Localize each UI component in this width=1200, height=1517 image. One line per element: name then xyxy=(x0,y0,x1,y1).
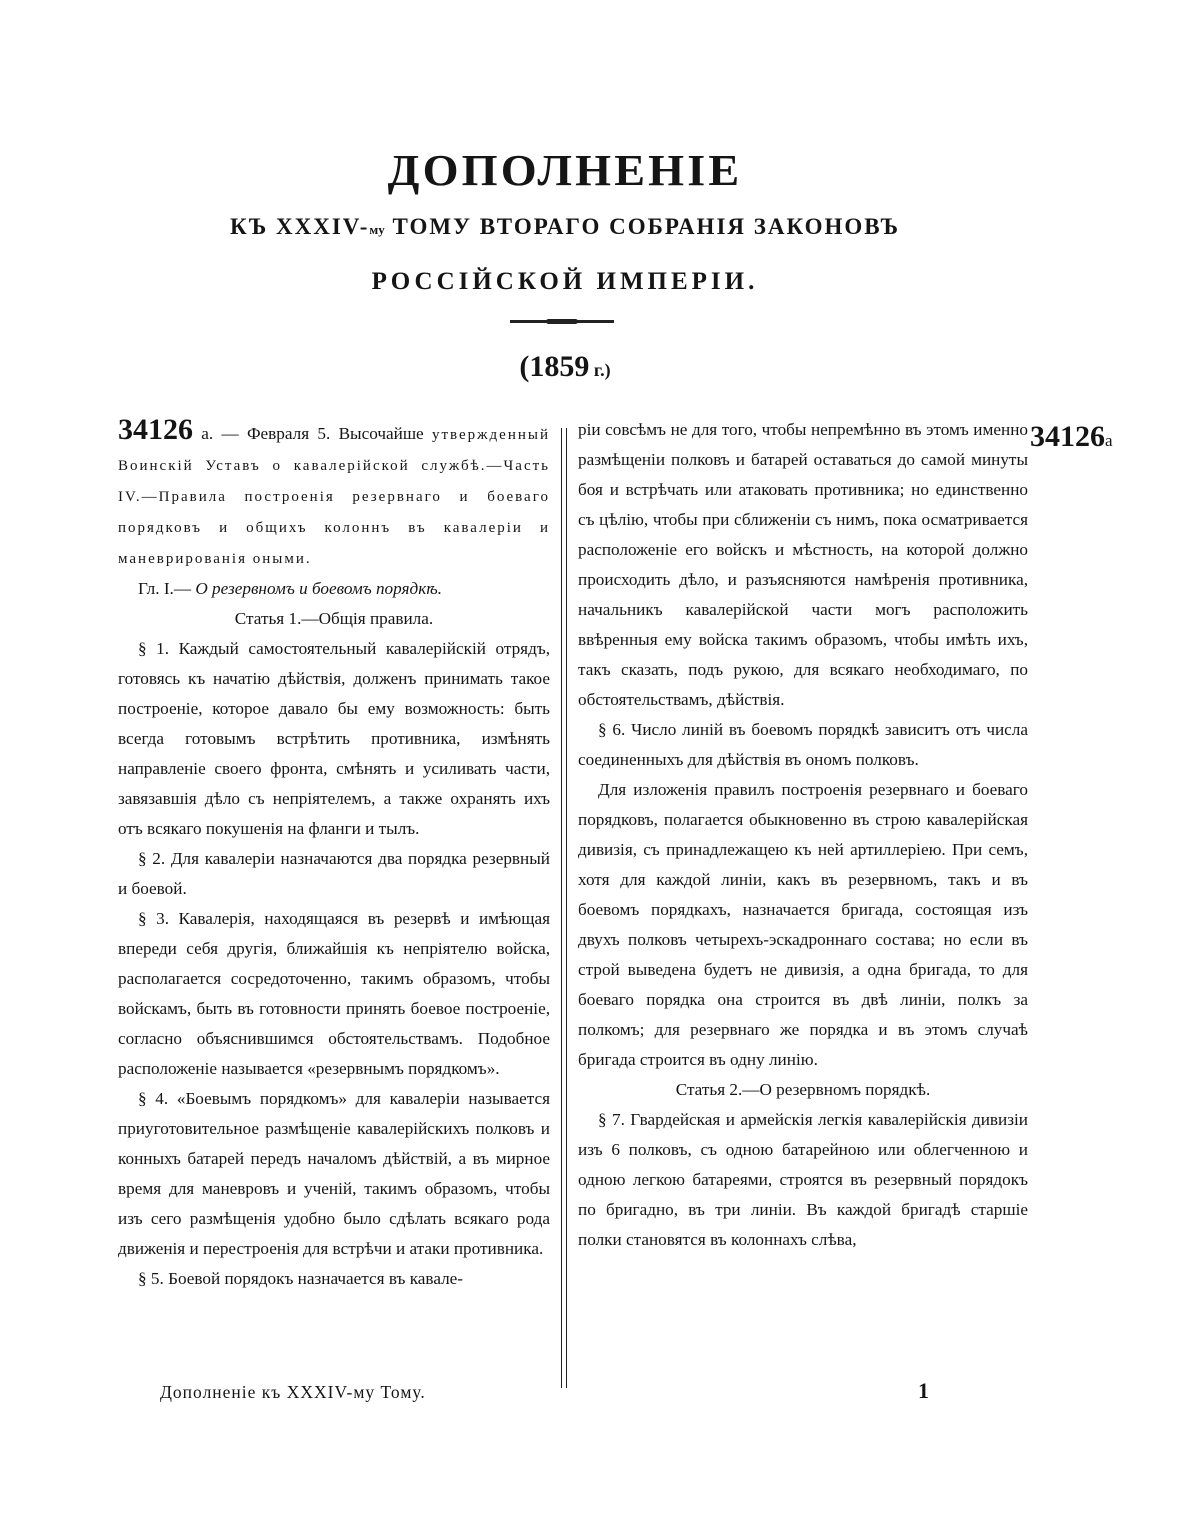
chapter-title: О резервномъ и боевомъ порядкѣ. xyxy=(195,579,443,598)
article-heading-2: Статья 2.—О резервномъ порядкѣ. xyxy=(675,1080,931,1099)
right-column xyxy=(578,415,1028,1255)
page-title: ДОПОЛНЕНІЕ xyxy=(387,146,743,195)
subtitle-post: ТОМУ ВТОРАГО СОБРАНІЯ ЗАКОНОВЪ xyxy=(384,214,900,239)
year-heading xyxy=(0,350,1130,384)
entry-lead: а. — Февраля 5. Высочайше xyxy=(193,424,424,443)
year-suffix: г.) xyxy=(589,360,611,380)
margin-entry-number xyxy=(1030,420,1113,454)
subtitle-small: му xyxy=(369,222,385,237)
paragraph-3: § 3. Кавалерія, находящаяся въ резервѣ и имѣющая впереди себя другія, ближайшія къ непріятелю войска, располагается сосредоточенно, такимъ образомъ, чтобы войскамъ, быть въ готовности принять боевое построеніе, согласно объяснившимся обстоятельствамъ. Подобное расположеніе называется «резервнымъ порядкомъ». xyxy=(118,909,550,1078)
article-heading-1: Статья 1.—Общія правила. xyxy=(234,609,434,628)
paragraph-5-continued: ріи совсѣмъ не для того, чтобы непремѣнно въ этомъ именно размѣщеніи полковъ и батарей оставаться до самой минуты боя и встрѣчать или атаковать противника; но единственно съ цѣлію, чтобы при сближеніи съ нимъ, пока осматривается расположеніе его войскъ и мѣстность, на которой должно происходить дѣло, и разъясняются намѣренія противника, начальникъ кавалерійской части могъ расположить ввѣренныя ему войска такимъ образомъ, чтобы имѣть ихъ, такъ сказать, подъ рукою, для всякаго необходимаго, по обстоятельствамъ, дѣйствія. xyxy=(578,420,1028,709)
chapter-label: Гл. I.— xyxy=(138,579,192,598)
paragraph-6: § 6. Число линій въ боевомъ порядкѣ зависитъ отъ числа соединенныхъ для дѣйствія въ ономъ полковъ. xyxy=(578,720,1028,769)
paragraph-5: § 5. Боевой порядокъ назначается въ кавале- xyxy=(138,1269,464,1288)
paragraph-4: § 4. «Боевымъ порядкомъ» для кавалеріи называется приуготовительное размѣщеніе кавалерійскихъ полковъ и конныхъ батарей передъ началомъ дѣйствій, а въ мирное время для маневровъ и ученій, такимъ образомъ, чтобы изъ сего размѣщенія удобно было сдѣлать всякаго рода движенія и перестроенія для встрѣчи и атаки противника. xyxy=(118,1089,550,1258)
subtitle-pre: КЪ XXXIV- xyxy=(230,214,370,239)
paragraph-2: § 2. Для кавалеріи назначаются два порядка резервный и боевой. xyxy=(118,849,550,898)
paragraph-6-text: Для изложенія правилъ построенія резервнаго и боеваго порядковъ, полагается обыкновенно въ строю кавалерійская дивизія, съ принадлежащею къ ней артиллеріею. При семъ, хотя для каждой линіи, какъ въ резервномъ, такъ и въ боевомъ порядкахъ, назначается бригада, состоящая изъ двухъ полковъ четырехъ-эскадроннаго состава; но если въ строй выведена будетъ не дивизія, а одна бригада, то для боеваго порядка она строится въ двѣ линіи, полкъ за полкомъ; для резервнаго же порядка и въ этомъ случаѣ бригада строится въ одну линію. xyxy=(578,780,1028,1069)
footer-signature: Дополненіе къ XXXIV-му Тому. xyxy=(160,1382,426,1402)
entry-number: 34126 xyxy=(118,413,193,446)
year-number: (1859 xyxy=(519,350,590,383)
margin-number: 34126 xyxy=(1030,420,1105,453)
title-divider xyxy=(510,320,614,323)
page-subtitle xyxy=(0,214,1130,240)
paragraph-1: § 1. Каждый самостоятельный кавалерійскій отрядъ, готовясь къ начатію дѣйствія, долженъ принимать такое построеніе, которое давало бы ему возможность: быть всегда готовымъ встрѣтить противника, измѣнять направленіе своего фронта, смѣнять и усиливать части, завязавшія дѣло съ непріятелемъ, а также охранять ихъ отъ всякаго покушенія на фланги и тылъ. xyxy=(118,639,550,838)
entry-heading xyxy=(118,415,550,574)
page-number: 1 xyxy=(918,1378,929,1403)
page-subtitle-2: РОССІЙСКОЙ ИМПЕРІИ. xyxy=(371,268,759,295)
left-column xyxy=(118,415,550,1294)
entry-rest: утвержденный Воинскій Уставъ о кавалерійской службѣ.—Часть IV.—Правила построенія резервнаго и боеваго порядковъ и общихъ колоннъ въ кавалеріи и маневрированія оными. xyxy=(118,427,550,567)
paragraph-7: § 7. Гвардейская и армейскія легкія кавалерійскія дивизіи изъ 6 полковъ, съ одною батарейною или облегченною и одною легкою батареями, строятся въ резервный порядокъ по бригадно, въ три линіи. Въ каждой бригадѣ старшіе полки становятся въ колоннахъ слѣва, xyxy=(578,1110,1028,1249)
chapter-heading xyxy=(118,574,550,604)
column-divider xyxy=(561,428,567,1388)
margin-suffix: а xyxy=(1105,431,1113,450)
